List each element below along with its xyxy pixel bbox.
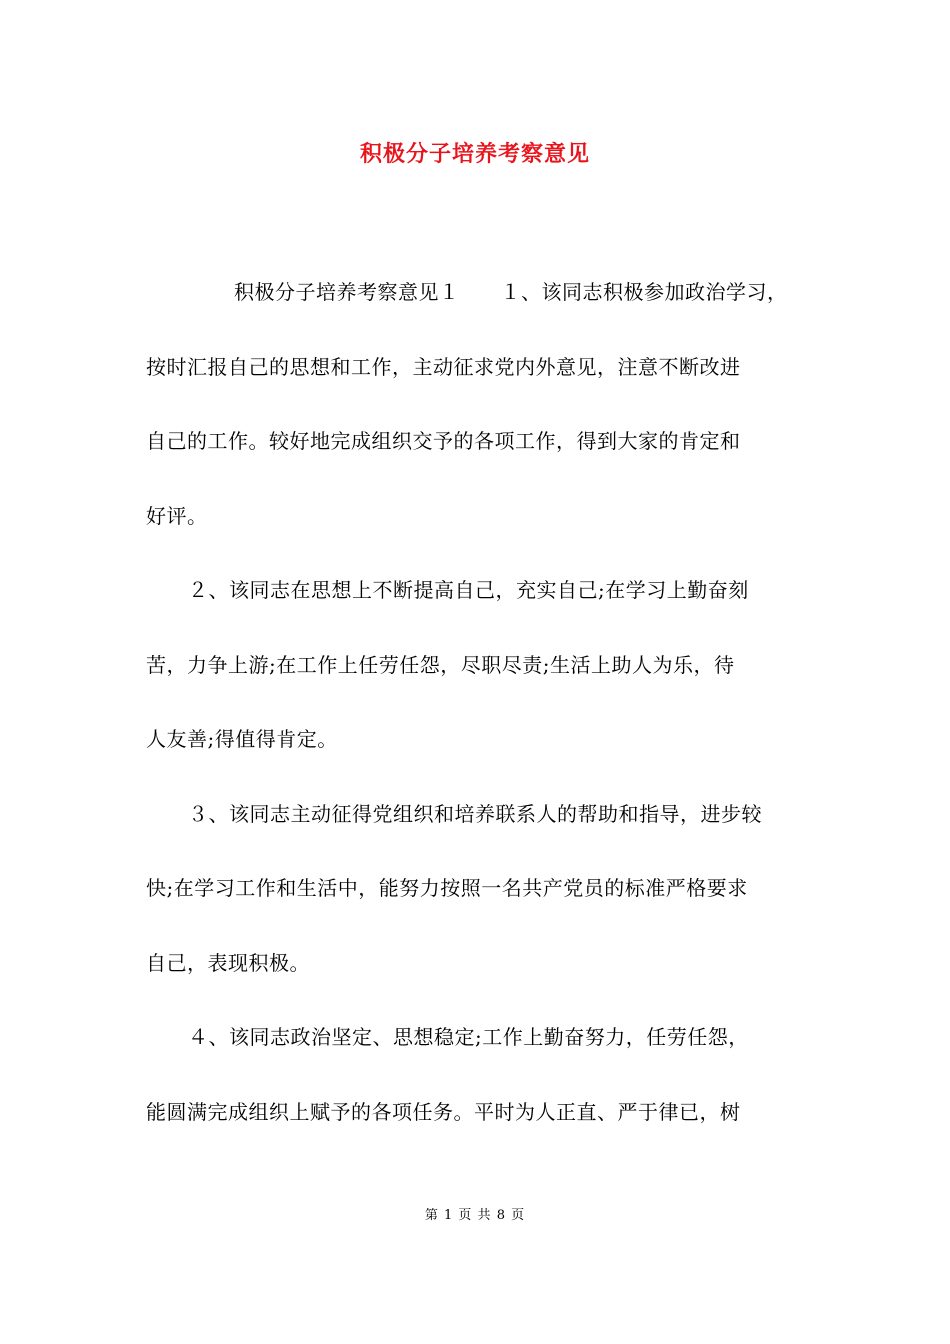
paragraph-line: 自己，表现积极。 bbox=[146, 950, 310, 975]
paragraph-line: ４、该同志政治坚定、思想稳定;工作上勤奋努力，任劳任怨， bbox=[188, 1025, 749, 1049]
paragraph-line: 苦，力争上游;在工作上任劳任怨，尽职尽责;生活上助人为乐，待 bbox=[146, 652, 735, 677]
page-footer bbox=[0, 1206, 950, 1226]
paragraph-line: 按时汇报自己的思想和工作，主动征求党内外意见，注意不断改进 bbox=[146, 354, 741, 379]
paragraph-line: ３、该同志主动征得党组织和培养联系人的帮助和指导，进步较 bbox=[188, 801, 762, 826]
paragraph-line: 好评。 bbox=[146, 503, 208, 528]
document-title: 积极分子培养考察意见 bbox=[359, 141, 590, 167]
paragraph-line: 快;在学习工作和生活中，能努力按照一名共产党员的标准严格要求 bbox=[146, 876, 748, 900]
paragraph-line: 积极分子培养考察意见１ １、该同志积极参加政治学习， bbox=[234, 280, 788, 304]
paragraph-line: 人友善;得值得肯定。 bbox=[146, 727, 338, 751]
paragraph-line: 能圆满完成组织上赋予的各项任务。平时为人正直、严于律已，树 bbox=[146, 1099, 741, 1124]
page-number-label: 第 1 页 共 8 页 bbox=[424, 1208, 526, 1223]
paragraph-line: 自己的工作。较好地完成组织交予的各项工作，得到大家的肯定和 bbox=[146, 429, 741, 453]
document-body bbox=[146, 272, 818, 1166]
paragraph-line: ２、该同志在思想上不断提高自己，充实自己;在学习上勤奋刻 bbox=[188, 578, 749, 602]
